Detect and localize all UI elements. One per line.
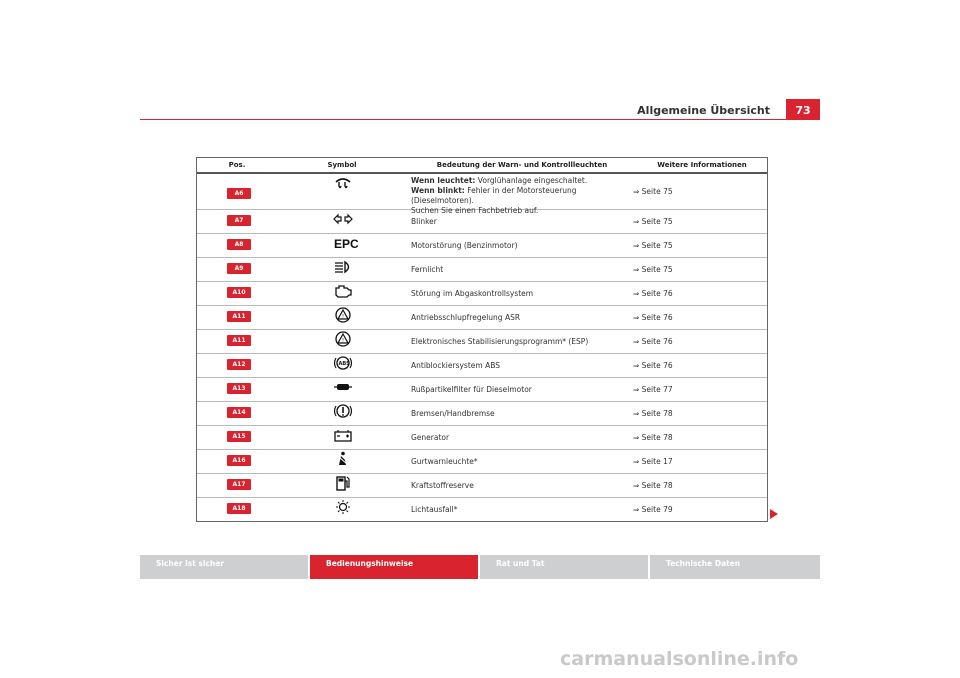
table-row [197,378,767,402]
page-section-title: Allgemeine Übersicht [637,104,770,117]
warning-description: Generator [411,433,450,442]
warning-lights-table [196,157,768,522]
position-badge: A10 [227,287,251,298]
position-badge: A11 [227,335,251,346]
watermark: carmanualsonline.info [560,648,799,670]
svg-text:EPC: EPC [334,237,359,251]
table-row [197,450,767,474]
position-badge: A15 [227,431,251,442]
col-info: Weitere Informationen [657,161,747,169]
page-reference-link[interactable]: ⇒ Seite 75 [633,241,673,250]
page-reference-link[interactable]: ⇒ Seite 79 [633,505,673,514]
position-badge: A7 [227,215,251,226]
table-row [197,210,767,234]
svg-text:ABS: ABS [338,361,350,367]
position-badge: A17 [227,479,251,490]
table-row [197,498,767,522]
page-reference-link[interactable]: ⇒ Seite 76 [633,289,673,298]
warning-description: Gurtwarnleuchte* [411,457,478,466]
page-reference-link[interactable]: ⇒ Seite 78 [633,409,673,418]
position-badge: A18 [227,503,251,514]
warning-description: Elektronisches Stabilisierungsprogramm* (ESP) [411,337,589,346]
page-reference-link[interactable]: ⇒ Seite 75 [633,265,673,274]
seatbelt-icon [333,451,353,467]
table-row [197,330,767,354]
table-row [197,282,767,306]
page-reference-link[interactable]: ⇒ Seite 75 [633,217,673,226]
turn-signal-icon [333,211,353,227]
svg-text:!: ! [342,314,345,320]
warning-description: Bremsen/Handbremse [411,409,495,418]
fuel-icon [333,475,353,491]
col-meaning: Bedeutung der Warn- und Kontrollleuchten [436,161,608,169]
warning-description: Fernlicht [411,265,444,274]
warning-description: Antriebsschlupfregelung ASR [411,313,521,322]
table-row [197,234,767,258]
table-row [197,474,767,498]
warning-description: Lichtausfall* [411,505,458,514]
page-reference-link[interactable]: ⇒ Seite 76 [633,313,673,322]
table-row [197,175,767,215]
brake-icon [333,403,353,419]
warning-description: Rußpartikelfilter für Dieselmotor [411,385,532,394]
warning-description: Kraftstoffreserve [411,481,474,490]
warning-description: Wenn leuchtet: Vorglühanlage eingeschaltet. Wenn blinkt: Fehler in der Motorsteuerung (Dieselmotoren). Suchen Sie einen Fachbetrieb auf. [411,176,588,215]
col-symbol: Symbol [327,161,357,169]
tab-sicher-ist-sicher[interactable]: Sicher ist sicher [140,555,308,579]
position-badge: A8 [227,239,251,250]
page-reference-link[interactable]: ⇒ Seite 77 [633,385,673,394]
position-badge: A6 [227,188,251,199]
high-beam-icon [333,259,353,275]
page-reference-link[interactable]: ⇒ Seite 17 [633,457,673,466]
page-reference-link[interactable]: ⇒ Seite 76 [633,337,673,346]
warning-description: Blinker [411,217,437,226]
asr-warning-icon [333,307,353,323]
epc-icon [333,235,359,251]
tab-technische-daten[interactable]: Technische Daten [650,555,820,579]
tab-bedienungshinweise[interactable]: Bedienungshinweise [310,555,478,579]
tab-rat-und-tat[interactable]: Rat und Tat [480,555,648,579]
page-reference-link[interactable]: ⇒ Seite 75 [633,187,673,196]
table-header [197,158,767,174]
glow-plug-icon [333,176,353,192]
page-reference-link[interactable]: ⇒ Seite 78 [633,481,673,490]
page-reference-link[interactable]: ⇒ Seite 76 [633,361,673,370]
position-badge: A12 [227,359,251,370]
table-row [197,354,767,378]
table-row [197,258,767,282]
page-reference-link[interactable]: ⇒ Seite 78 [633,433,673,442]
table-row [197,306,767,330]
position-badge: A11 [227,311,251,322]
position-badge: A13 [227,383,251,394]
col-pos: Pos. [228,161,246,169]
header-rule [140,119,820,120]
table-row [197,402,767,426]
esp-warning-icon [333,331,353,347]
battery-icon [333,427,353,443]
bulb-failure-icon [333,499,353,515]
particle-filter-icon [333,379,353,395]
svg-text:!: ! [342,338,345,344]
next-page-arrow-icon[interactable] [770,509,778,519]
warning-description: Antiblockiersystem ABS [411,361,500,370]
warning-description: Motorstörung (Benzinmotor) [411,241,518,250]
table-row [197,426,767,450]
position-badge: A14 [227,407,251,418]
footer-nav [140,555,820,579]
abs-icon [333,355,353,371]
position-badge: A16 [227,455,251,466]
position-badge: A9 [227,263,251,274]
warning-description: Störung im Abgaskontrollsystem [411,289,534,298]
page-number: 73 [786,99,820,120]
engine-icon [333,283,353,299]
